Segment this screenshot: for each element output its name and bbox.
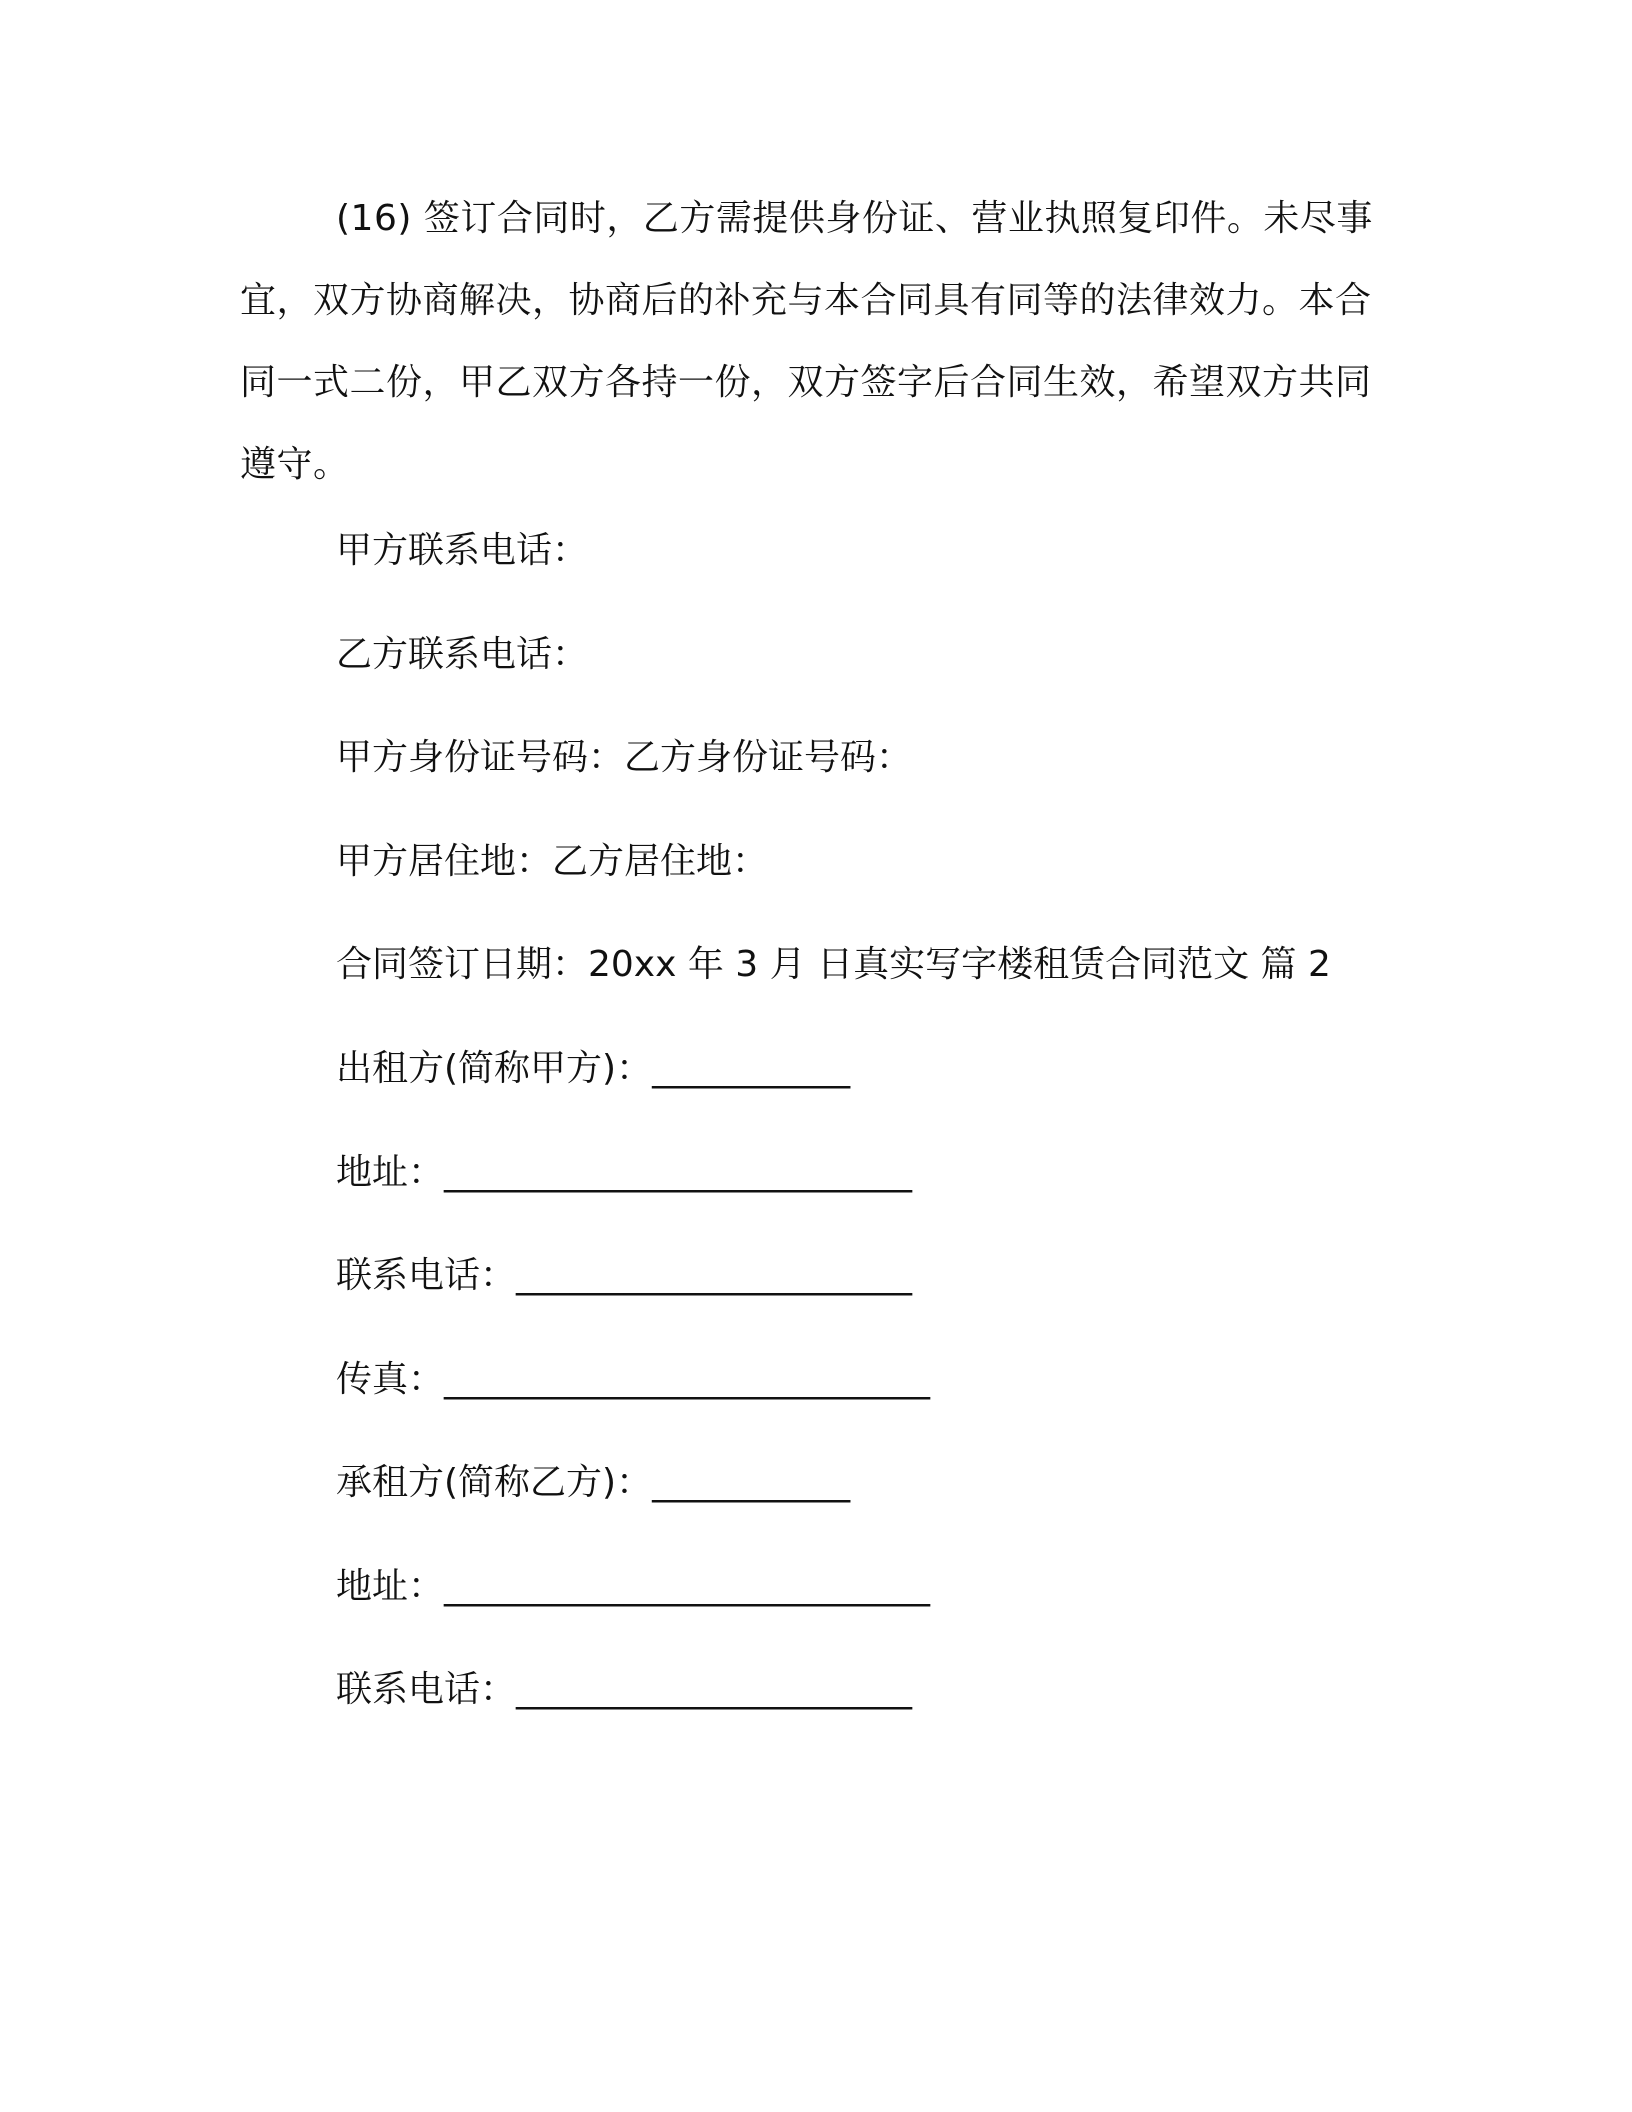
lessor-address-line: 地址：__________________________ (336, 1152, 913, 1193)
lessee-address-line: 地址：___________________________ (336, 1566, 931, 1607)
clause-16-paragraph: (16) 签订合同时，乙方需提供身份证、营业执照复印件。未尽事宜，双方协商解决，协商后的补充与本合同具有同等的法律效力。本合同一式二份，甲乙双方各持一份，双方签字后合同生效，希望双方共同遵守。 (240, 198, 1373, 485)
residences-line: 甲方居住地：乙方居住地： (336, 841, 769, 882)
lessee-name-line: 承租方(简称乙方)：___________ (336, 1462, 851, 1503)
lessor-name-line: 出租方(简称甲方)：___________ (336, 1048, 851, 1089)
lessee-phone-line: 联系电话：______________________ (336, 1669, 913, 1710)
lessor-phone-line: 联系电话：______________________ (336, 1255, 913, 1296)
party-b-phone-line: 乙方联系电话： (336, 634, 589, 675)
sign-date-line: 合同签订日期：20xx 年 3 月 日真实写字楼租赁合同范文 篇 2 (336, 944, 1331, 985)
lessor-fax-line: 传真：___________________________ (336, 1359, 931, 1400)
id-numbers-line: 甲方身份证号码：乙方身份证号码： (336, 737, 913, 778)
party-a-phone-line: 甲方联系电话： (336, 530, 589, 571)
